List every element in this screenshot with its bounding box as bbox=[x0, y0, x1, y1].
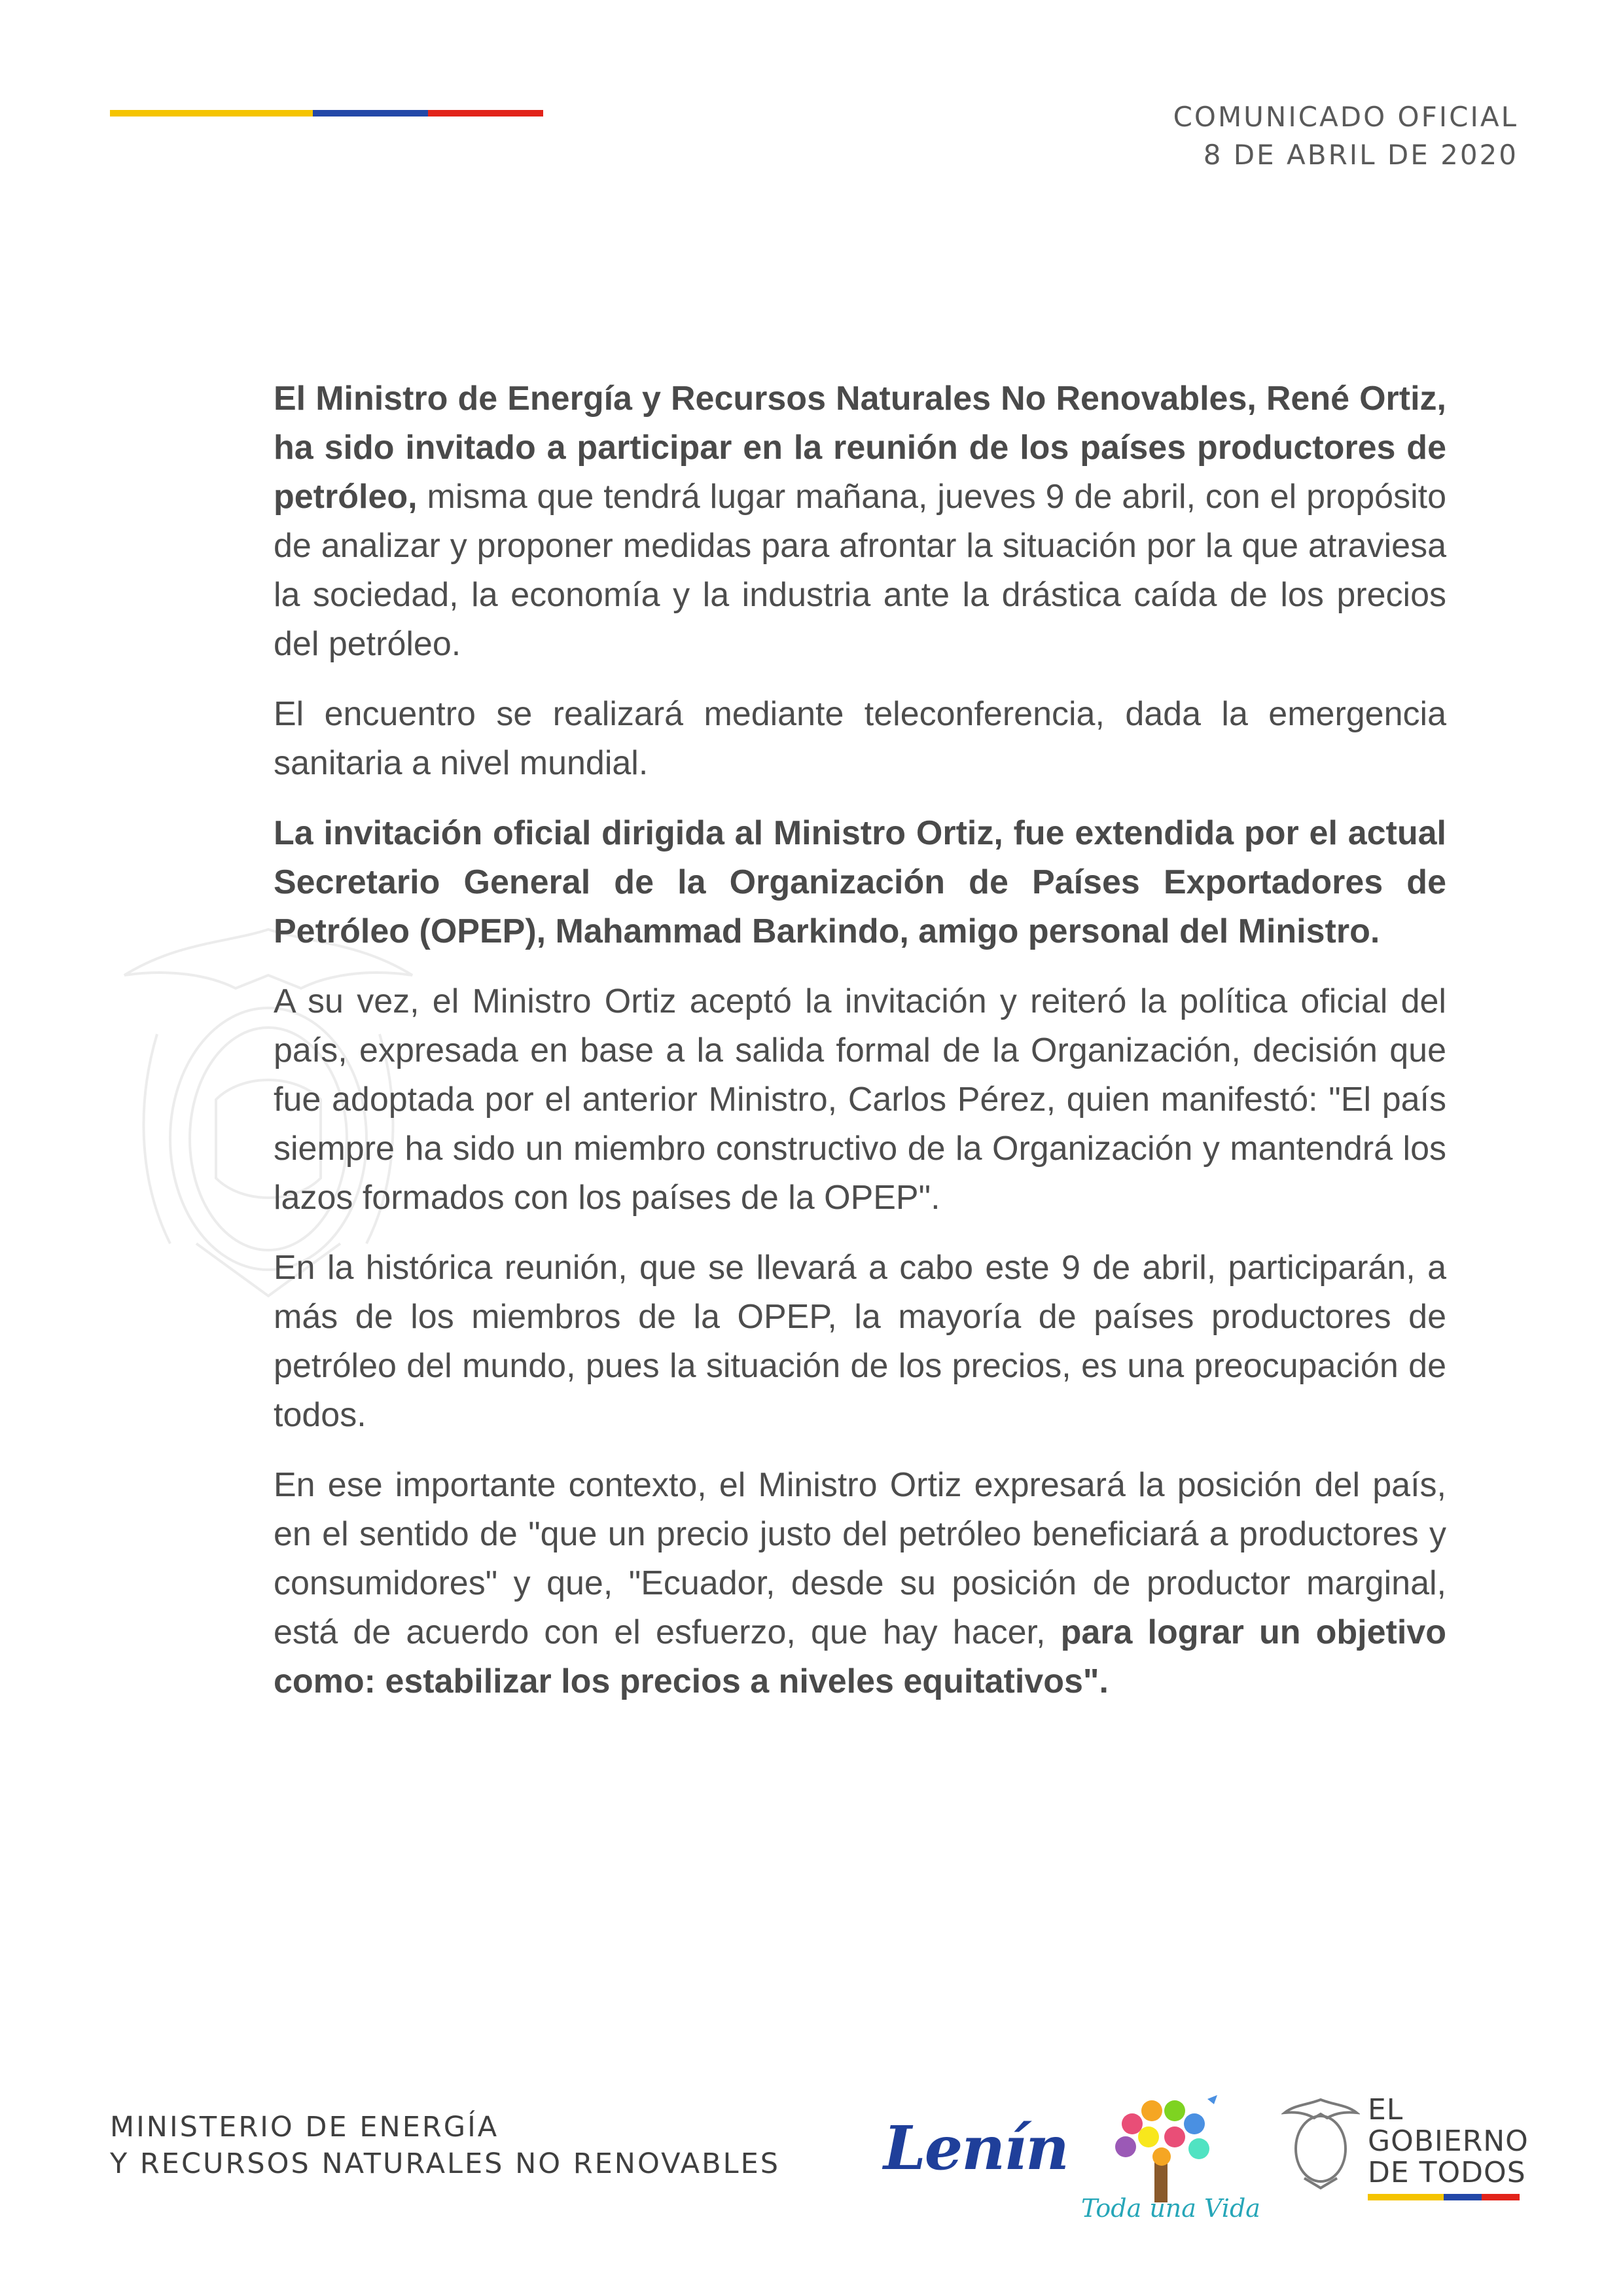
paragraph-3-bold: La invitación oficial dirigida al Ministro Ortiz, fue extendida por el actual Secretario General de la Organización de Países Exportadores de Petróleo (OPEP), Mahammad Barkindo, amigo personal del Ministro. bbox=[274, 814, 1446, 950]
gobierno-yellow-stripe bbox=[1368, 2194, 1444, 2200]
paragraph-1 bbox=[274, 374, 1446, 669]
ministry-name bbox=[110, 2109, 780, 2182]
paragraph-6-text: En ese importante contexto, el Ministro Ortiz expresará la posición del país, en el sentido de "que un precio justo del petróleo beneficiará a productores y consumidores" y que, "Ecuador, desde su posición de productor marginal, está de acuerdo con el esfuerzo, que hay hacer, bbox=[274, 1466, 1446, 1651]
document-title: COMUNICADO OFICIAL bbox=[1173, 101, 1518, 133]
paragraph-3 bbox=[274, 809, 1446, 956]
gobierno-de-todos-logo bbox=[1368, 2094, 1529, 2189]
lenin-logo: Lenín bbox=[883, 2113, 1068, 2183]
paragraph-4: A su vez, el Ministro Ortiz aceptó la invitación y reiteró la política oficial del país, expresada en base a la salida formal de la Organización, decisión que fue adoptada por el anterior Ministro, Carlos Pérez, quien manifestó: "El país siempre ha sido un miembro constructivo de la Organización y mantendrá los lazos formados con los países de la OPEP". bbox=[274, 982, 1446, 1217]
gobierno-emblem-icon bbox=[1281, 2093, 1360, 2191]
paragraph-6 bbox=[274, 1461, 1446, 1706]
ministry-line-2: Y RECURSOS NATURALES NO RENOVABLES bbox=[110, 2147, 781, 2180]
gobierno-blue-stripe bbox=[1444, 2194, 1482, 2200]
paragraph-5: En la histórica reunión, que se llevará a cabo este 9 de abril, participarán, a más de los miembros de la OPEP, la mayoría de países productores de petróleo del mundo, pues la situación de los precios, es una preocupación de todos. bbox=[274, 1249, 1446, 1434]
tree-logo-text: Toda una Vida bbox=[1081, 2194, 1260, 2223]
paragraph-6-bold: para lograr un objetivo como: estabilizar los precios a niveles equitativos". bbox=[274, 1613, 1446, 1700]
gobierno-line-2: GOBIERNO bbox=[1368, 2125, 1529, 2158]
press-release-body bbox=[274, 374, 1446, 1727]
gobierno-flag-bar bbox=[1368, 2194, 1520, 2200]
gobierno-line-3: DE TODOS bbox=[1368, 2156, 1526, 2189]
gobierno-line-1: EL bbox=[1368, 2093, 1404, 2126]
flag-blue-stripe bbox=[313, 110, 428, 117]
document-date: 8 DE ABRIL DE 2020 bbox=[1203, 139, 1518, 171]
flag-yellow-stripe bbox=[110, 110, 313, 117]
paragraph-2: El encuentro se realizará mediante teleconferencia, dada la emergencia sanitaria a nivel mundial. bbox=[274, 695, 1446, 782]
ministry-line-1: MINISTERIO DE ENERGÍA bbox=[110, 2111, 499, 2144]
paragraph-1-bold: El Ministro de Energía y Recursos Naturales No Renovables, René Ortiz, ha sido invitado a participar en la reunión de los países productores de petróleo, bbox=[274, 380, 1446, 516]
document-header bbox=[1173, 98, 1518, 174]
gobierno-red-stripe bbox=[1482, 2194, 1520, 2200]
flag-color-bar bbox=[110, 110, 543, 117]
flag-red-stripe bbox=[428, 110, 543, 117]
paragraph-1-text: misma que tendrá lugar mañana, jueves 9 de abril, con el propósito de analizar y proponer medidas para afrontar la situación por la que atraviesa la sociedad, la economía y la industria ante la drástica caída de los precios del petróleo. bbox=[274, 478, 1446, 663]
